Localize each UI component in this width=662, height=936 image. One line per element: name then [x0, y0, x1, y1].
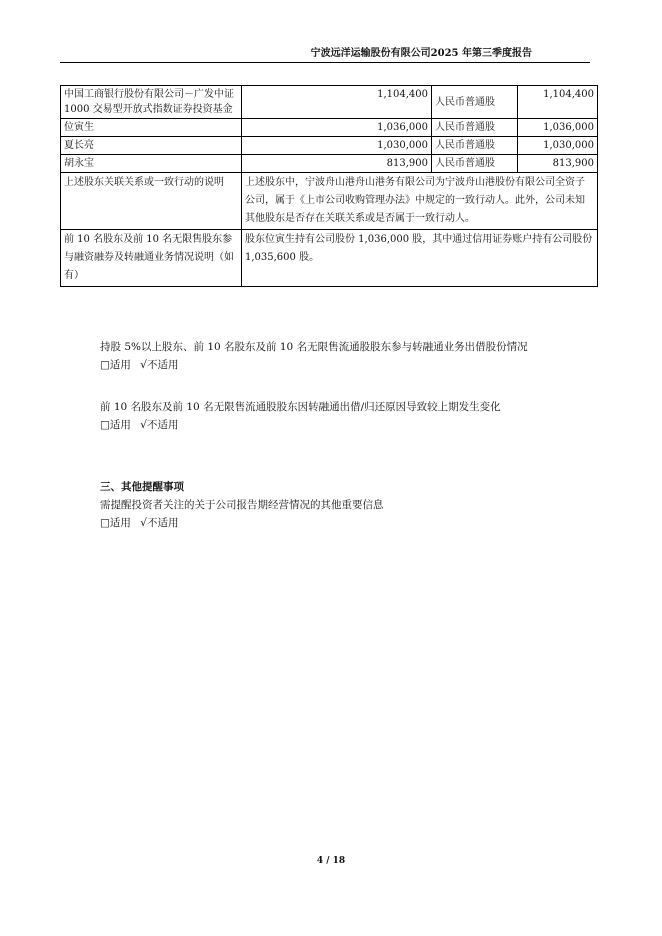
page-number: 4 / 18 — [316, 856, 346, 866]
related-text: 上述股东中，宁波舟山港舟山港务有限公司为宁波舟山港股份有限公司全资子公司，属于《上市公司收购管理办法》中规定的一致行动人。此外，公司未知其他股东是否存在关联关系或是否属于一致行动人。 — [242, 173, 598, 230]
table-row — [61, 119, 598, 137]
report-header: 宁波远洋运输股份有限公司2025 年第三季度报告 — [60, 44, 590, 63]
option-not-applicable: √不适用 — [140, 517, 179, 529]
share-amount: 1,030,000 — [518, 137, 598, 155]
note-title: 持股 5%以上股东、前 10 名股东及前 10 名无限售流通股股东参与转融通业务出借股份情况 — [100, 341, 528, 353]
share-amount: 1,104,400 — [518, 86, 598, 119]
option-applicable: □适用 — [100, 517, 131, 529]
option-applicable: □适用 — [100, 359, 131, 371]
table-row — [61, 230, 598, 287]
holder-name: 中国工商银行股份有限公司－广发中证 1000 交易型开放式指数证券投资基金 — [61, 86, 242, 119]
table-row — [61, 155, 598, 173]
share-type: 人民币普通股 — [432, 137, 518, 155]
margin-label: 前 10 名股东及前 10 名无限售股东参与融资融券及转融通业务情况说明（如有） — [61, 230, 242, 287]
option-line — [100, 356, 528, 374]
holder-name: 胡永宝 — [61, 155, 242, 173]
margin-text: 股东位寅生持有公司股份 1,036,000 股，其中通过信用证券账户持有公司股份 1,035,600 股。 — [242, 230, 598, 287]
related-label: 上述股东关联关系或一致行动的说明 — [61, 173, 242, 230]
holder-name: 夏长亮 — [61, 137, 242, 155]
table-row — [61, 173, 598, 230]
note-title: 前 10 名股东及前 10 名无限售流通股股东因转融通出借/归还原因导致较上期发生变化 — [100, 401, 501, 413]
holder-name: 位寅生 — [61, 119, 242, 137]
option-not-applicable: √不适用 — [140, 419, 179, 431]
table-row — [61, 86, 598, 119]
share-amount: 1,036,000 — [518, 119, 598, 137]
holder-shares: 1,030,000 — [242, 137, 432, 155]
share-type: 人民币普通股 — [432, 155, 518, 173]
share-type: 人民币普通股 — [432, 119, 518, 137]
share-type: 人民币普通股 — [432, 86, 518, 119]
option-applicable: □适用 — [100, 419, 131, 431]
table-row — [61, 137, 598, 155]
holder-shares: 813,900 — [242, 155, 432, 173]
holder-shares: 1,104,400 — [242, 86, 432, 119]
option-line — [100, 416, 501, 434]
section-desc: 需提醒投资者关注的关于公司报告期经营情况的其他重要信息 — [100, 499, 384, 511]
option-line — [100, 514, 384, 532]
change-note — [100, 398, 501, 434]
option-not-applicable: √不适用 — [140, 359, 179, 371]
shareholder-table — [60, 85, 598, 287]
holder-shares: 1,036,000 — [242, 119, 432, 137]
lending-note — [100, 338, 528, 374]
section-heading: 三、其他提醒事项 — [100, 481, 184, 493]
section-body — [100, 496, 384, 532]
share-amount: 813,900 — [518, 155, 598, 173]
